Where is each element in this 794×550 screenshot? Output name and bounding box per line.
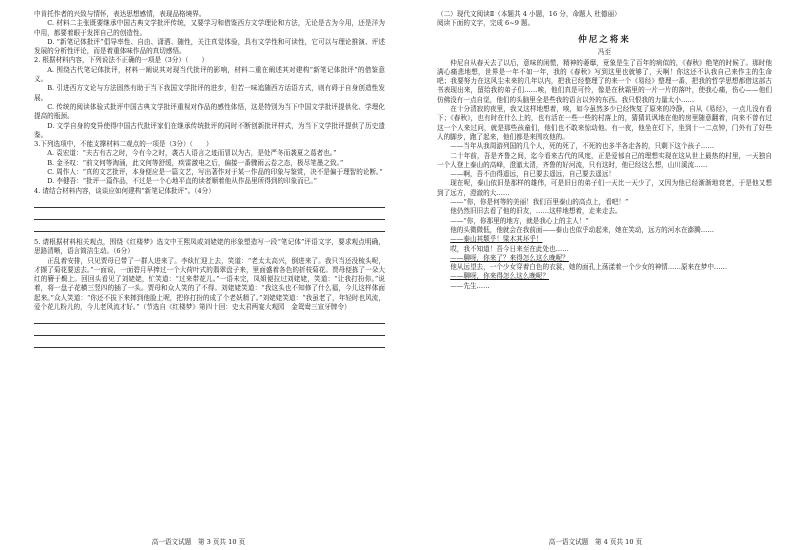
option-c: C. 传统的阅读体验式批评中国古典文学批评重视对作品的感性体悟，这是特别为当下中国文学批评提供化、学理化提高的瓶颈。 — [34, 102, 385, 121]
answer-line[interactable] — [34, 323, 385, 324]
paragraph: ——聊呀，你来了？来得怎么这么晚呢？ — [450, 253, 569, 262]
passage-hongloumeng: 正乱着安排，只见贾母已带了一群人进来了。李纨忙迎上去，笑道：“老太太高兴，倒进来了。我只当还没梳头呢，才撷了菊花要送去。”一面说，一面碧月早捧过一个大荷叶式的翡翠盘子来，里面盛着各色的折枝菊花。贾母便拣了一朵大红的簪于鬓上。回回头看见了刘姥姥，忙笑道：“过来带花儿。”一语未完，凤姐便拉过刘姥姥，笑道：“让我打扮你。”说着，将一盘子花横三竖四的插了一头。贾母和众人笑的了不得。刘姥姥笑道：“我这头也不知修了什么福，今儿这样体面起来。”众人笑道：“你还不拔下来摔到他脸上呢，把你打扮的成了个老妖精了。”刘姥姥笑道：“我虽老了，年轻时也风流，爱个花儿粉儿的，今儿老风流才好。”（节选自《红楼梦》第四十回：史太君两宴大观园 金鸳鸯三宣牙牌令） — [34, 256, 385, 312]
paragraph: ——聊呀，你来得怎么这么晚呢？ — [450, 272, 550, 281]
option-a: A. 围绕古代笔记体批评，材料一阐说其对现当代批评的影响，材料二重在阐述其对建构“新笔记体批评”的借鉴意义。 — [34, 65, 385, 84]
option-d: D. 文学自身的变异使得中国古代批评家们在继承传统批评的同时不断创新批评样式，为当下文学批评提供了历史遗鉴。 — [34, 121, 385, 139]
page-footer: 高一语文试题 第 4 页共 10 页 — [548, 538, 643, 546]
option-b: B. 金圣叹：“前文何等淘涌，此文何等舒缓，疾雷激电之后，偏接一番骤雨云卷之态，极尽笔墨之致。” — [47, 158, 344, 167]
paragraph: ——先生…… — [450, 281, 490, 290]
question-3: 3.下列选项中，不能支撑材料二观点的一项是（3分）（ ） — [34, 140, 213, 149]
story-author: 冯至 — [597, 47, 612, 56]
paragraph: ——“你，你是何等的美丽！我们百里泰山的高点上，看吧！” — [450, 198, 629, 207]
option-a: A. 袁宏道：“夫古有古之时，今有今之时，袭古人语言之迹而冒以为古，是处严冬而袭夏之葛者也。” — [47, 149, 337, 158]
question-4: 4. 请结合材料内容，谈谈应如何建构“新笔记体批评”。（4分） — [34, 186, 215, 195]
paragraph: ——“你，你那里的地方，就是我心上的主人！” — [450, 216, 589, 225]
answer-line[interactable] — [34, 219, 385, 220]
question-5: 5. 请根据材料相关观点，围绕《红楼梦》选文中王熙凤或刘姥姥的形象塑造写一段“笔记体”评语文字，要求观点明确，思路清晰，语言简洁生动。（6分） — [34, 237, 385, 256]
answer-line[interactable] — [34, 347, 385, 348]
instruction: 阅读下面的文字，完成 6~9 题。 — [437, 19, 535, 28]
option-c: C. 材料二主张既要继承中国古典文学批评传统，又要学习和借鉴西方文学理论和方法，无论是古为今用，还是洋为中用，都要着眼于发挥自己的创造性。 — [34, 19, 385, 37]
section-heading: （二）现代文阅读Ⅱ（本题共 4 小题，16 分，命题人 杜德丽） — [437, 10, 621, 18]
option-d: D. “新笔记体批评”倡导率性、自由、潇洒、随性，关注真觉体验，具有文学性和可读性，它可以与理论推演、评述发展的分析性评论，而是着重体味作品的真切感悟。 — [34, 37, 385, 56]
option-b: B. 引进西方文论与方法固然有助于当下我国文学批评的进步，但若一味追随西方话语方式，则有碍于自身创造性发展。 — [34, 84, 385, 102]
answer-line[interactable] — [34, 207, 385, 208]
question-2: 2. 根据材料内容，下列说法不正确的一项是（3分）（ ） — [34, 56, 209, 65]
paragraph: 他的头微微低，他就会在我前面——泰山也似乎动起来，她在笑动，远方的河水在澎腾…… — [450, 225, 714, 234]
paragraph: 仲尼自从春天去了以后，意味的闲慌，精神的萎靡，竟象是生了百年的病似的，《春秋》绝笔的时候了。那时他满心痛悲地想，世界是一年不如一年，我的《春秋》写到这里也就够了，天啊！你这还不认我自己来作主的生命吧；我要努力在这风尘未来的几年以内，把我已经整理了的来一个《易经》整理一番，把我的哲学思想都借这部古书表现出来，留给我的弟子们……唉，他们真是可怜，像是在秋霜里的一片一片的落叶，使我心痛，伤心——他们仿佛没有一点自觉，他们的头脑里全是些我的语言以外的东西。我只恨我的力量太小…… — [437, 58, 772, 104]
page-footer: 高一语文试题 第 3 页共 10 页 — [151, 538, 246, 546]
paragraph: 他仍然旧旧去看了他的旧友，……这样地想着，走来走去。 — [450, 207, 622, 216]
paragraph: 哎，我不知道！吾今日来至在此处也…… — [450, 244, 569, 253]
paragraph: ——当年从我周游列国的几个人，死的死了，不死的也多半各走各的，只剩下这个孩子…… — [450, 142, 714, 151]
story-title: 仲尼之将来 — [578, 34, 631, 45]
text-line: 中肯托作者的兴致与情怀，表达思想感情，表现品格境界。 — [34, 10, 206, 18]
option-d: D. 李健吾：“批评一篇作品，不过是一个心地平直的读者顺着他从作品里所得到的印象而已。” — [47, 177, 318, 186]
paragraph: 二十年前，吾是齐鲁之间，迄今看来古代的风度，正是爱郁自己的理想实现在这从世上最热的村里，一天独自一个人登上泰山的高峰，澄澈太清，齐鲁的好河流，只有这时，他已经这么想，山川溪流…… — [437, 151, 772, 169]
paragraph: 他从远望去，一个少女穿着白色的衣裳，她的面孔上荡漾着一个少女的神情……原来在梦中…… — [450, 263, 728, 272]
answer-lines-q4[interactable] — [34, 207, 385, 232]
right-page — [397, 0, 794, 550]
paragraph: 现在呢，泰山依旧是那样的雄伟，可是旧日的弟子们一天比一天少了，又因为他已经渐渐地衰老，于是他又想到了远方，澄澈的大…… — [437, 179, 772, 197]
option-c: C. 周作人：“真的文艺批评，本身便应是一篇文艺，写出著作对于某一作品的印象与鉴赏，决不是偏于理智的论断。” — [47, 168, 383, 177]
paragraph: ——啊，吾不由得遥远，自已要去遥远，自己要去遥远！ — [450, 170, 616, 179]
answer-lines-q5[interactable] — [34, 323, 385, 348]
paragraph: ——泰山其颓乎！梁木其坏乎！ — [450, 235, 543, 244]
paragraph: 在十分清寂的夜里，我又这样地想着，唉，如今虽然多少已经恢复了原来的冷静，自从《易经》，一点儿没有看下；《春秋》，也有时在什么上的，也有活在一些一些的村落上的，猜猜讥讽地在他的房里随意翻着，向来不曾有过这一个人来过问，就是那些孩童们，他们也不敢来惊动他。有一夜，他坐在灯下，坐到十一二点钟，门外有了好些人的脚步，跑了起来，他们都是来围攻他的。 — [437, 105, 772, 141]
answer-line[interactable] — [34, 335, 385, 336]
